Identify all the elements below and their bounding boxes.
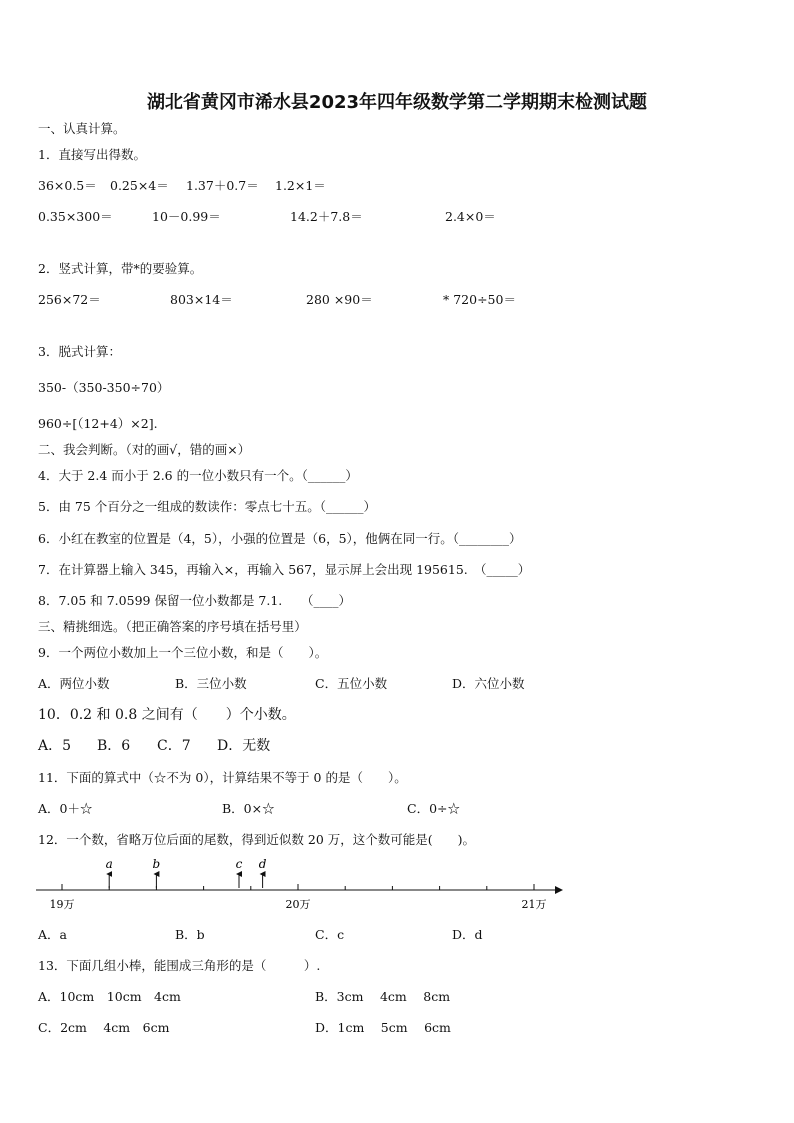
q1-item: 0.35×300＝ — [38, 209, 113, 224]
question-2: 2．竖式计算，带*的要验算。 — [38, 261, 203, 276]
question-13: 13．下面几组小棒，能围成三角形的是（ ）. — [38, 958, 321, 973]
q10-option: A．5 — [38, 738, 72, 754]
q12-option: B．b — [175, 927, 205, 942]
q3-expression: 960÷[（12+4）×2]. — [38, 416, 158, 431]
q12-option: D．d — [452, 927, 483, 942]
question-7: 7．在计算器上输入 345，再输入×，再输入 567，显示屏上会出现 195615. （_____） — [38, 562, 531, 577]
q9-option: B．三位小数 — [175, 676, 247, 691]
page-title: 湖北省黄冈市浠水县2023年四年级数学第二学期期末检测试题 — [146, 92, 648, 113]
question-10: 10．0.2 和 0.8 之间有（ ）个小数。 — [38, 707, 296, 723]
q1-item: 36×0.5＝ — [38, 178, 97, 193]
number-line-tick-label: 19万 — [49, 898, 75, 911]
question-12: 12．一个数，省略万位后面的尾数，得到近似数 20 万，这个数可能是( )。 — [38, 832, 476, 847]
q2-item: * 720÷50＝ — [443, 292, 516, 307]
q3-expression: 350-（350-350÷70） — [38, 380, 170, 395]
q10-option: B．6 — [97, 738, 131, 754]
q13-option: C．2cm 4cm 6cm — [38, 1020, 170, 1035]
number-line-point-label: d — [258, 857, 267, 871]
q9-option: D．六位小数 — [452, 676, 525, 691]
q11-option: A．0＋☆ — [38, 801, 93, 816]
q9-option: C．五位小数 — [315, 676, 388, 691]
q2-item: 280 ×90＝ — [306, 292, 373, 307]
question-1: 1．直接写出得数。 — [38, 147, 146, 162]
question-5: 5．由 75 个百分之一组成的数读作：零点七十五。（______） — [38, 499, 377, 514]
number-line-point-label: c — [235, 857, 243, 871]
question-8: 8．7.05 和 7.0599 保留一位小数都是 7.1. （____） — [38, 593, 352, 608]
q1-item: 14.2＋7.8＝ — [290, 209, 363, 224]
question-6: 6．小红在教室的位置是（4，5），小强的位置是（6，5），他俩在同一行。（________） — [38, 531, 522, 546]
section-3-heading: 三、精挑细选。（把正确答案的序号填在括号里） — [38, 619, 307, 634]
q11-option: B．0×☆ — [222, 801, 275, 816]
q1-item: 1.2×1＝ — [275, 178, 326, 193]
q13-option: B．3cm 4cm 8cm — [315, 989, 451, 1004]
q2-item: 256×72＝ — [38, 292, 101, 307]
number-line-tick-label: 20万 — [285, 898, 311, 911]
question-11: 11．下面的算式中（☆不为 0），计算结果不等于 0 的是（ ）。 — [38, 770, 407, 785]
q10-option: C．7 — [157, 738, 191, 754]
q13-option: D．1cm 5cm 6cm — [315, 1020, 451, 1035]
q9-option: A．两位小数 — [38, 676, 110, 691]
section-1-heading: 一、认真计算。 — [38, 121, 126, 136]
section-2-heading: 二、我会判断。（对的画√，错的画×） — [38, 442, 251, 457]
q2-item: 803×14＝ — [170, 292, 233, 307]
q12-option: A．a — [38, 927, 67, 942]
q13-option: A．10cm 10cm 4cm — [38, 989, 181, 1004]
q10-option: D．无数 — [217, 738, 271, 754]
number-line-tick-label: 21万 — [521, 898, 547, 911]
number-line-point-label: a — [105, 857, 113, 871]
q1-item: 2.4×0＝ — [445, 209, 496, 224]
question-4: 4．大于 2.4 而小于 2.6 的一位小数只有一个。（______） — [38, 468, 358, 483]
q12-option: C．c — [315, 927, 345, 942]
number-line-point-label: b — [152, 857, 161, 871]
q1-item: 10－0.99＝ — [152, 209, 221, 224]
question-9: 9．一个两位小数加上一个三位小数，和是（ ）。 — [38, 645, 328, 660]
question-3: 3．脱式计算： — [38, 344, 121, 359]
q1-item: 0.25×4＝ — [110, 178, 169, 193]
q1-item: 1.37＋0.7＝ — [186, 178, 259, 193]
number-line — [36, 856, 566, 916]
q11-option: C．0÷☆ — [407, 801, 460, 816]
